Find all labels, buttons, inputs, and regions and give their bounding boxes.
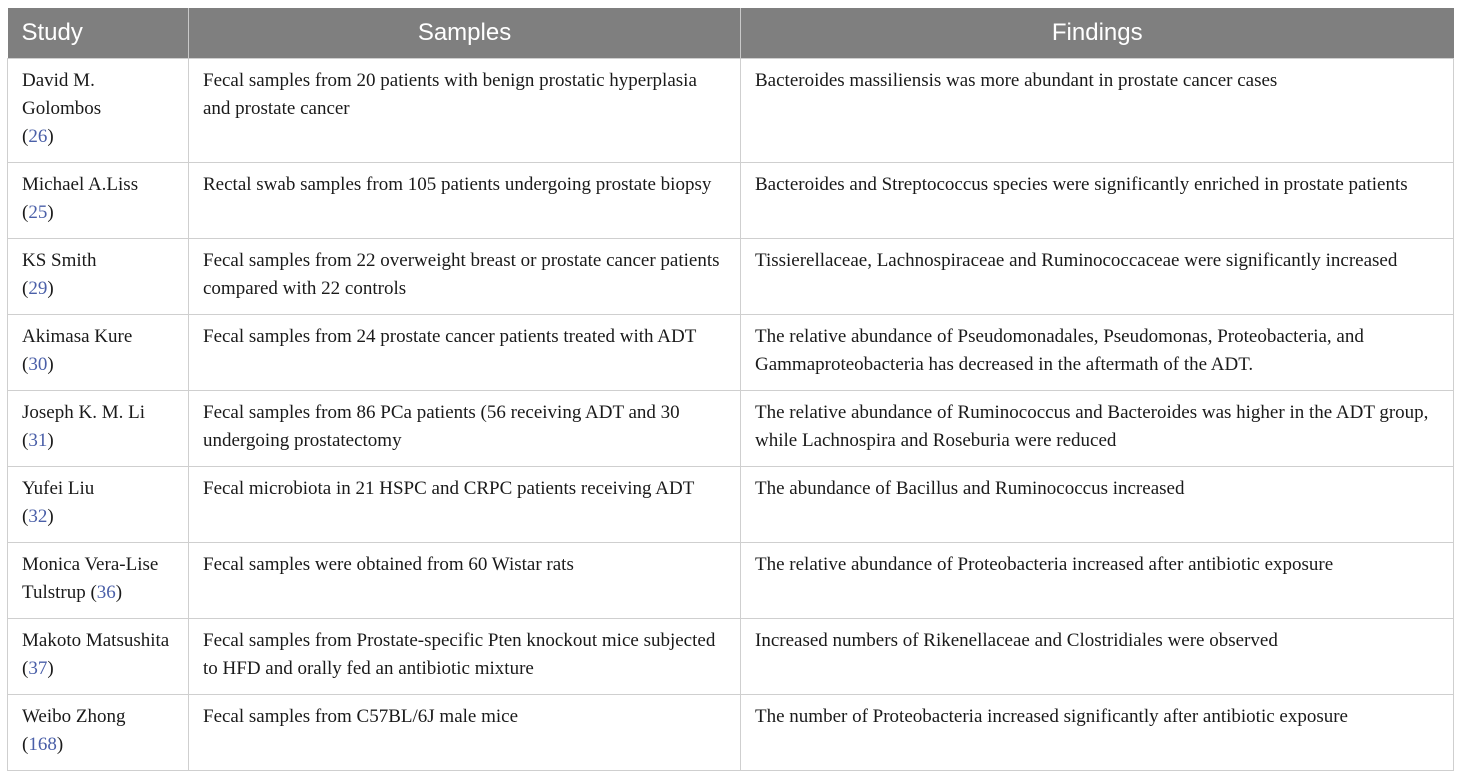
reference-link[interactable]: 168 (28, 733, 57, 755)
samples-cell: Fecal samples from 20 patients with benign prostatic hyperplasia and prostate cancer (189, 58, 741, 162)
samples-cell: Fecal samples from 86 PCa patients (56 receiving ADT and 30 undergoing prostatectomy (189, 390, 741, 466)
reference-link[interactable]: 31 (28, 429, 48, 451)
header-findings: Findings (741, 8, 1454, 58)
table-row (8, 390, 1454, 466)
findings-cell: Tissierellaceae, Lachnospiraceae and Ruminococcaceae were significantly increased (741, 238, 1454, 314)
reference-link[interactable]: 26 (28, 125, 48, 147)
reference-link[interactable]: 25 (28, 201, 48, 223)
study-author: Joseph K. M. Li (22, 401, 145, 423)
study-cell: Michael A.Liss (25) (8, 162, 189, 238)
study-author: David M. Golombos (22, 69, 102, 119)
findings-cell: Bacteroides massiliensis was more abundant in prostate cancer cases (741, 58, 1454, 162)
reference-link[interactable]: 30 (28, 353, 48, 375)
findings-cell: The relative abundance of Ruminococcus and Bacteroides was higher in the ADT group, while Lachnospira and Roseburia were reduced (741, 390, 1454, 466)
study-author: Weibo Zhong (22, 705, 126, 727)
study-cell: Yufei Liu (32) (8, 466, 189, 542)
study-author: Yufei Liu (22, 477, 95, 499)
study-cell: Monica Vera-Lise Tulstrup (36) (8, 542, 189, 618)
study-cell: David M. Golombos (26) (8, 58, 189, 162)
table-row (8, 314, 1454, 390)
reference-link[interactable]: 29 (28, 277, 48, 299)
samples-cell: Rectal swab samples from 105 patients undergoing prostate biopsy (189, 162, 741, 238)
table-row (8, 466, 1454, 542)
findings-cell: The abundance of Bacillus and Ruminococcus increased (741, 466, 1454, 542)
samples-cell: Fecal samples from C57BL/6J male mice (189, 694, 741, 770)
table-header-row (8, 8, 1454, 58)
table-row (8, 694, 1454, 770)
findings-cell: The relative abundance of Proteobacteria increased after antibiotic exposure (741, 542, 1454, 618)
reference-link[interactable]: 37 (28, 657, 48, 679)
findings-cell: The number of Proteobacteria increased significantly after antibiotic exposure (741, 694, 1454, 770)
samples-cell: Fecal microbiota in 21 HSPC and CRPC patients receiving ADT (189, 466, 741, 542)
study-author: Monica Vera-Lise Tulstrup (22, 553, 159, 603)
studies-table-container (7, 8, 1453, 771)
header-samples: Samples (189, 8, 741, 58)
findings-cell: Bacteroides and Streptococcus species were significantly enriched in prostate patients (741, 162, 1454, 238)
study-cell: Joseph K. M. Li (31) (8, 390, 189, 466)
findings-cell: The relative abundance of Pseudomonadales, Pseudomonas, Proteobacteria, and Gammaproteobacteria has decreased in the aftermath of the ADT. (741, 314, 1454, 390)
studies-table (7, 8, 1454, 771)
samples-cell: Fecal samples from Prostate-specific Pten knockout mice subjected to HFD and orally fed an antibiotic mixture (189, 618, 741, 694)
study-author: KS Smith (22, 249, 97, 271)
samples-cell: Fecal samples from 22 overweight breast or prostate cancer patients compared with 22 controls (189, 238, 741, 314)
header-study: Study (8, 8, 189, 58)
study-cell: KS Smith (29) (8, 238, 189, 314)
samples-cell: Fecal samples from 24 prostate cancer patients treated with ADT (189, 314, 741, 390)
reference-link[interactable]: 36 (96, 581, 116, 603)
table-row (8, 238, 1454, 314)
study-author: Michael A.Liss (22, 173, 139, 195)
study-author: Makoto Matsushita (22, 629, 170, 651)
findings-cell: Increased numbers of Rikenellaceae and Clostridiales were observed (741, 618, 1454, 694)
table-row (8, 542, 1454, 618)
study-cell: Makoto Matsushita (37) (8, 618, 189, 694)
study-cell: Akimasa Kure (30) (8, 314, 189, 390)
study-cell: Weibo Zhong (168) (8, 694, 189, 770)
table-row (8, 618, 1454, 694)
samples-cell: Fecal samples were obtained from 60 Wistar rats (189, 542, 741, 618)
study-author: Akimasa Kure (22, 325, 133, 347)
reference-link[interactable]: 32 (28, 505, 48, 527)
table-row (8, 58, 1454, 162)
table-row (8, 162, 1454, 238)
